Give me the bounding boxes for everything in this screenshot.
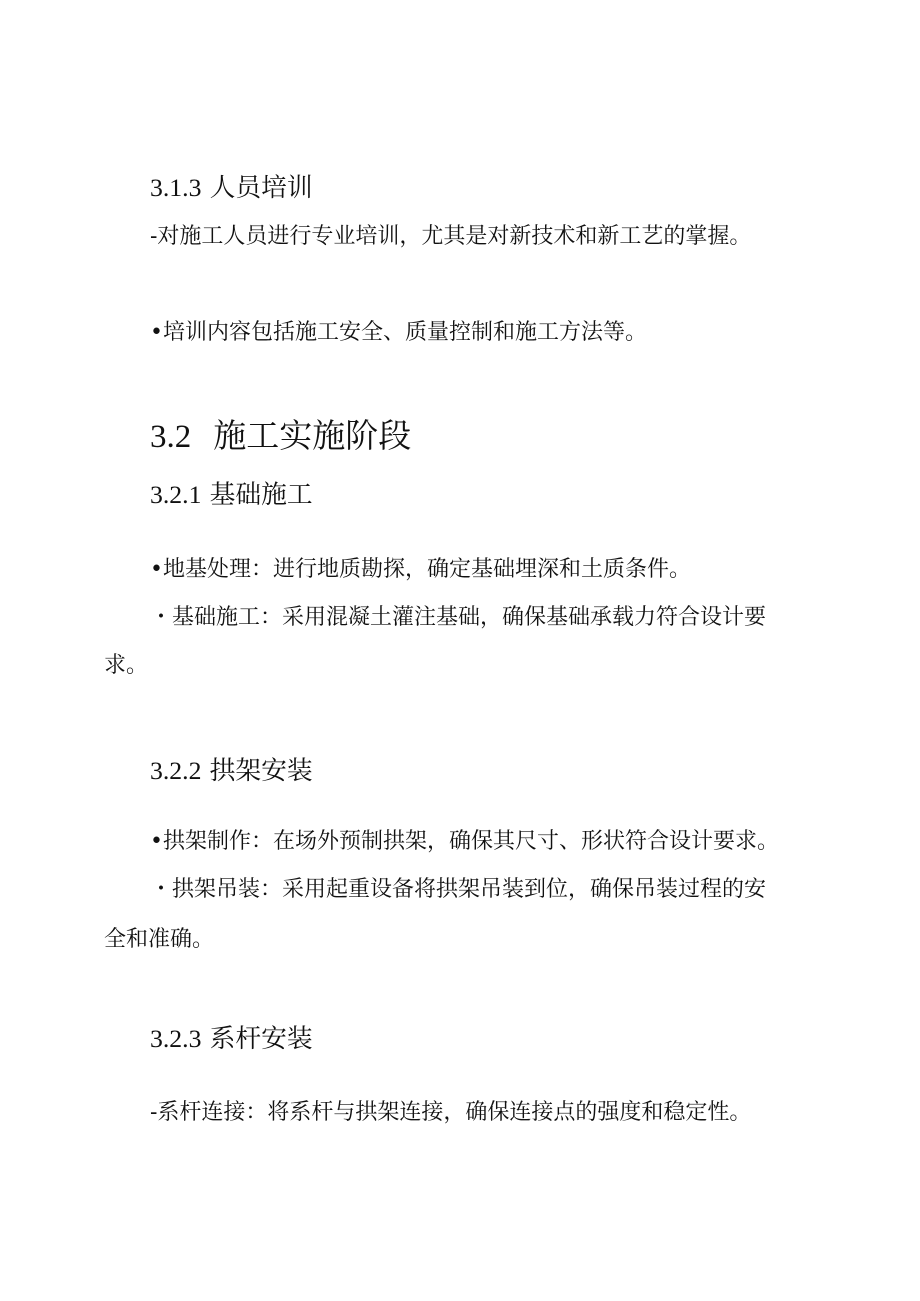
list-item-training-professional: -对施工人员进行专业培训，尤其是对新技术和新工艺的掌握。 xyxy=(150,224,752,249)
heading-title: 系杆安装 xyxy=(209,1024,313,1054)
list-item-tie-rod-connection: -系杆连接：将系杆与拱架连接，确保连接点的强度和稳定性。 xyxy=(150,1100,752,1125)
heading-3-2-3 xyxy=(150,1024,313,1054)
list-item-arch-fabrication: •拱架制作：在场外预制拱架，确保其尺寸、形状符合设计要求。 xyxy=(150,829,779,854)
list-item-arch-lifting-line2: 全和准确。 xyxy=(104,927,215,952)
heading-number: 3.2 xyxy=(150,419,192,455)
list-item-foundation-construction-line2: 求。 xyxy=(104,653,149,678)
heading-title: 拱架安装 xyxy=(209,756,313,786)
list-item-training-content: •培训内容包括施工安全、质量控制和施工方法等。 xyxy=(150,320,647,345)
heading-number: 3.2.2 xyxy=(150,756,202,785)
heading-3-2 xyxy=(150,416,412,455)
heading-number: 3.2.3 xyxy=(150,1024,202,1053)
heading-title: 施工实施阶段 xyxy=(213,416,412,455)
heading-title: 人员培训 xyxy=(209,173,313,203)
list-item-foundation-construction-line1: ・基础施工：采用混凝土灌注基础，确保基础承载力符合设计要 xyxy=(150,605,767,630)
heading-3-2-1 xyxy=(150,480,313,510)
heading-3-1-3 xyxy=(150,173,313,203)
heading-title: 基础施工 xyxy=(209,480,313,510)
heading-3-2-2 xyxy=(150,756,313,786)
list-item-foundation-treatment: •地基处理：进行地质勘探，确定基础埋深和土质条件。 xyxy=(150,557,691,582)
heading-number: 3.1.3 xyxy=(150,173,202,202)
heading-number: 3.2.1 xyxy=(150,480,202,509)
list-item-arch-lifting-line1: ・拱架吊装：采用起重设备将拱架吊装到位，确保吊装过程的安 xyxy=(150,877,767,902)
